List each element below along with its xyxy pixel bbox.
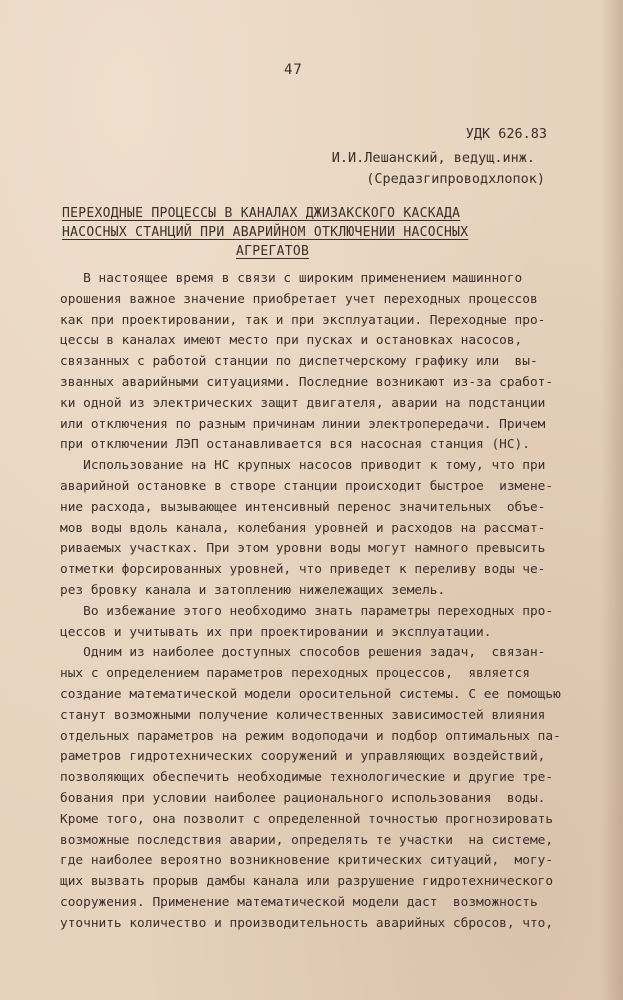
body-line: рез бровку канала и затоплению нижележащих земель. (60, 582, 446, 598)
body-line: Во избежание этого необходимо знать параметры переходных про- (60, 603, 554, 619)
article-title (62, 204, 522, 261)
organization-line: (Средазгипроводхлопок) (366, 171, 545, 187)
body-line: уточнить количество и производительность аварийных сбросов, что, (60, 915, 554, 931)
body-line: В настоящее время в связи с широким применением машинного (60, 271, 523, 286)
body-text (60, 269, 560, 935)
body-line: отдельных параметров на режим водоподачи и подбор оптимальных па- (60, 728, 561, 744)
body-line: при отключении ЛЭП останавливается вся насосная станция (НС). (60, 437, 530, 453)
body-line: раметров гидротехнических сооружений и управляющих воздействий, (60, 749, 546, 765)
body-line: Использование на НС крупных насосов приводит к тому, что при (60, 458, 546, 474)
body-line: сооружения. Применение математической модели даст возможность (60, 894, 538, 910)
udk-code: УДК 626.83 (465, 126, 547, 142)
body-line: щих вызвать прорыв дамбы канала или разрушение гидротехнического (60, 874, 554, 890)
title-line: АГРЕГАТОВ (236, 244, 310, 259)
body-line: где наиболее вероятно возникновение критических ситуаций, могу- (60, 853, 554, 869)
page-edge-shadow (601, 0, 623, 1000)
body-line: ки одной из электрических защит двигателя, аварии на подстанции (60, 395, 546, 411)
page-number: 47 (284, 62, 303, 78)
body-line: цессов и учитывать их при проектировании и эксплуатации. (60, 624, 492, 640)
body-line: Кроме того, она позволит с определенной точностью прогнозировать (60, 811, 554, 827)
body-line: аварийной остановке в створе станции происходит быстрое измене- (60, 478, 554, 494)
body-line: орошения важное значение приобретает учет переходных процессов (60, 291, 538, 307)
body-line: возможные последствия аварии, определять те участки на системе, (60, 832, 554, 848)
body-line: ных с определением параметров переходных процессов, является (60, 666, 530, 682)
body-line: как при проектировании, так и при эксплуатации. Переходные про- (60, 312, 546, 328)
author-line: И.И.Лешанский, ведущ.инж. (331, 150, 535, 166)
body-line: или отключения по разным причинам линии электропередачи. Причем (60, 416, 546, 432)
body-line: мов воды вдоль канала, колебания уровней и расходов на рассмат- (60, 520, 546, 536)
title-line: ПЕРЕХОДНЫЕ ПРОЦЕССЫ В КАНАЛАХ ДЖИЗАКСКОГО КАСКАДА (62, 206, 461, 221)
body-line: бования при условии наиболее рационального использования воды. (60, 790, 546, 806)
body-line: позволяющих обеспечить необходимые технологические и другие тре- (60, 770, 554, 786)
body-line: риваемых участках. При этом уровни воды могут намного превысить (60, 541, 546, 557)
body-line: званных аварийными ситуациями. Последние возникают из-за сработ- (60, 374, 554, 390)
body-line: создание математической модели оросительной системы. С ее помощью (60, 686, 561, 702)
title-line: НАСОСНЫХ СТАНЦИЙ ПРИ АВАРИЙНОМ ОТКЛЮЧЕНИИ НАСОСНЫХ (62, 225, 469, 240)
body-line: цессы в каналах имеют место при пусках и остановках насосов, (60, 333, 523, 349)
body-line: ние расхода, вызывающее интенсивный перенос значительных объе- (60, 499, 546, 515)
body-line: связанных с работой станции по диспетчерскому графику или вы- (60, 354, 538, 370)
body-line: станут возможными получение количественных зависимостей влияния (60, 707, 546, 723)
body-line: отметки форсированных уровней, что приведет к переливу воды че- (60, 562, 546, 578)
body-line: Одним из наиболее доступных способов решения задач, связан- (60, 645, 546, 661)
